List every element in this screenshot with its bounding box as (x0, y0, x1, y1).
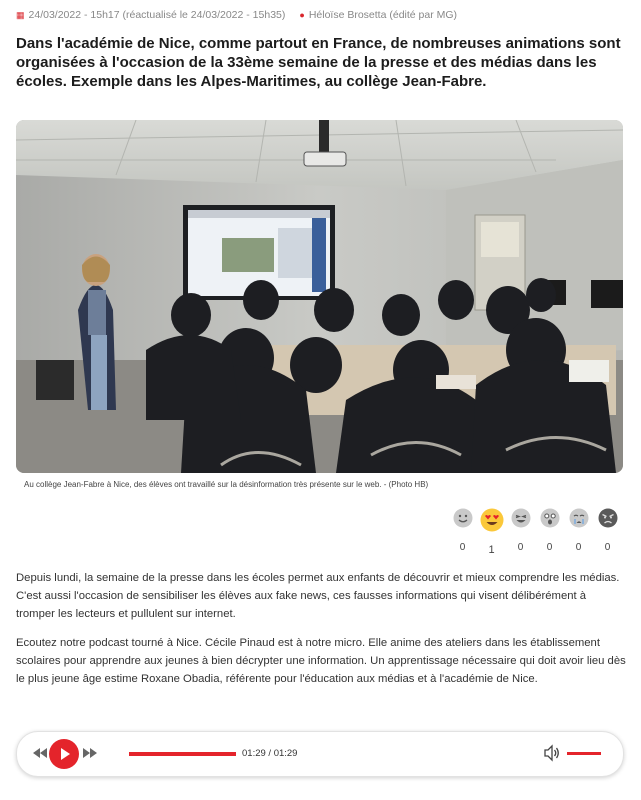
reaction-count: 0 (604, 542, 611, 553)
volume-icon (544, 744, 560, 762)
author-name: Héloïse Brosetta (édité par MG) (308, 9, 458, 21)
article-body (16, 569, 628, 698)
user-icon: ● (299, 10, 305, 20)
forward-button[interactable] (83, 742, 97, 769)
reaction-surprised[interactable] (535, 508, 564, 556)
fast-forward-icon (83, 742, 97, 764)
calendar-icon: ▦ (16, 9, 25, 20)
reactions-bar (448, 508, 622, 556)
author-block (299, 9, 457, 21)
reaction-count: 0 (459, 542, 466, 553)
smile-emoji-icon (453, 508, 473, 528)
photo-caption: Au collège Jean-Fabre à Nice, des élèves ont travaillé sur la désinformation très présente sur le web. - (Photo HB) (24, 480, 429, 489)
laughing-emoji-icon (511, 508, 531, 528)
reaction-count: 0 (575, 542, 582, 553)
reaction-crying[interactable] (564, 508, 593, 556)
heart-eyes-emoji-icon (480, 508, 504, 532)
reaction-count: 0 (517, 542, 524, 553)
reaction-count: 0 (546, 542, 553, 553)
rewind-button[interactable] (33, 742, 47, 769)
progress-bar[interactable] (129, 752, 236, 756)
reaction-heart-eyes[interactable] (477, 508, 506, 556)
play-icon (49, 739, 79, 769)
reaction-angry[interactable] (593, 508, 622, 556)
article-photo[interactable] (16, 120, 623, 473)
rewind-icon (33, 742, 47, 764)
play-button[interactable] (49, 739, 79, 769)
surprised-emoji-icon (540, 508, 560, 528)
classroom-photo (16, 120, 623, 473)
body-paragraph: Depuis lundi, la semaine de la presse dans les écoles permet aux enfants de découvrir et mieux comprendre les médias. C'est aussi l'occasion de sensibiliser les élèves aux fake news, ces fausses informations qui visent délibérément à tromper les lecteurs et pullulent sur internet. (16, 572, 620, 621)
volume-slider[interactable] (567, 752, 601, 755)
publish-date: 24/03/2022 - 15h17 (réactualisé le 24/03/2022 - 15h35) (28, 9, 286, 21)
crying-emoji-icon (569, 508, 589, 528)
volume-button[interactable] (544, 744, 560, 767)
playback-time: 01:29 / 01:29 (242, 748, 298, 759)
angry-emoji-icon (598, 508, 618, 528)
audio-player (16, 731, 624, 777)
reaction-laughing[interactable] (506, 508, 535, 556)
article-lead: Dans l'académie de Nice, comme partout en France, de nombreuses animations sont organisées à l'occasion de la 33ème semaine de la presse et des médias dans les écoles. Exemple dans les Alpes-Maritimes, au collège Jean-Fabre. (16, 35, 621, 90)
reaction-count: 1 (488, 544, 495, 556)
article-meta (16, 8, 457, 22)
reaction-smile[interactable] (448, 508, 477, 556)
body-paragraph: Ecoutez notre podcast tourné à Nice. Cécile Pinaud est à notre micro. Elle anime des ateliers dans les établissement scolaires pour apprendre aux jeunes à bien décrypter une information. Un apprentissage nécessaire qui doit avoir lieu dès le plus jeune âge estime Roxane Obadia, référente pour l'éducation aux médias et à l'académie de Nice. (16, 636, 626, 686)
